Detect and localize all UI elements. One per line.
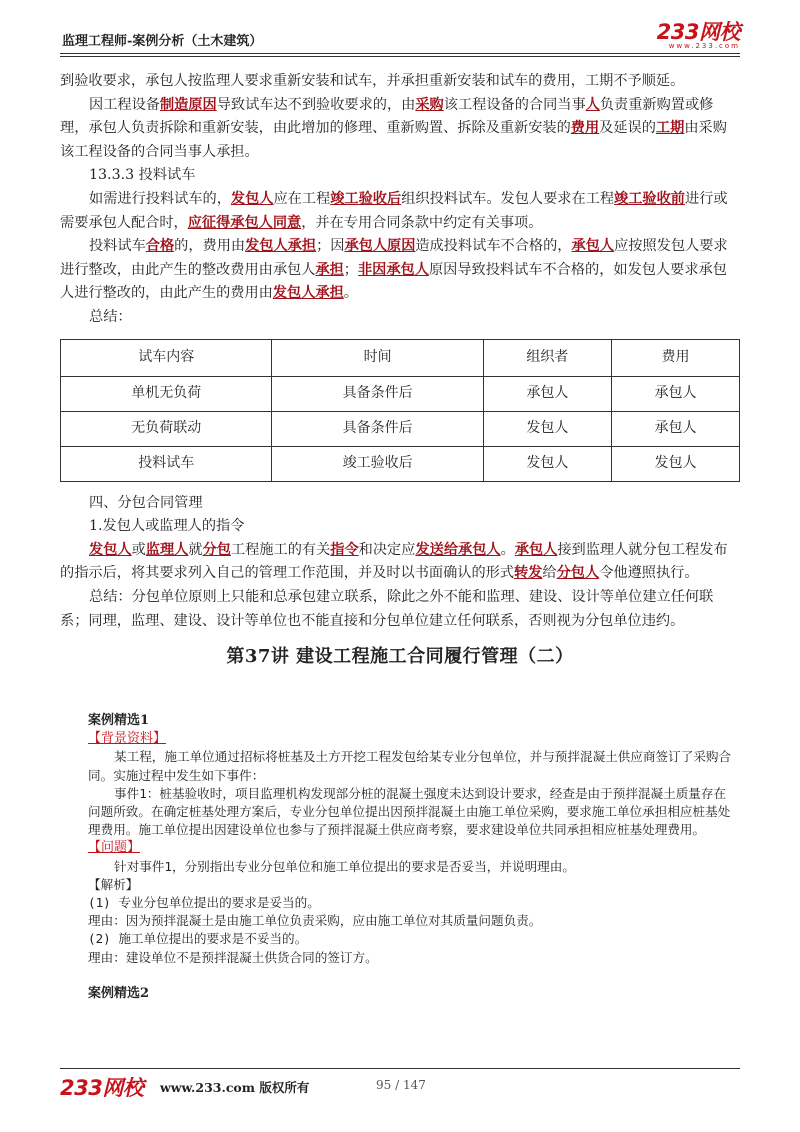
keyword: 指令 (330, 541, 359, 558)
paragraph-subcontract: 发包人或监理人就分包工程施工的有关指令和决定应发送给承包人。承包人接到监理人就分包工程发布的指示后，将其要求列入自己的管理工作范围，并及时以书面确认的形式转发给分包人令他遵照执行。 (60, 541, 728, 582)
case-title-2: 案例精选2 (88, 985, 150, 1001)
column-header: 组织者 (483, 339, 611, 376)
keyword: 制造原因 (159, 96, 217, 113)
keyword: 监理人 (145, 541, 189, 558)
keyword: 应征得承包人同意 (187, 214, 302, 231)
event-text: 事件1：桩基验收时，项目监理机构发现部分桩的混凝土强度未达到设计要求，经查是由于预拌混凝土质量存在问题所致。在确定桩基处理方案后，专业分包单位提出因预拌混凝土由施工单位采购，要求施工单位承担相应桩基处理费用。施工单位提出因建设单位也参与了预拌混凝土供应商考察，要求建设单位共同承担相应桩基处理费用。 (88, 785, 731, 838)
table-cell: 具备条件后 (272, 411, 483, 446)
column-header: 时间 (272, 339, 483, 376)
table-cell: 承包人 (483, 376, 611, 411)
question-tag: 【问题】 (88, 840, 141, 856)
paragraph-1: 到验收要求，承包人按监理人要求重新安装和试车，并承担重新安装和试车的费用，工期不予顺延。 (60, 73, 685, 89)
keyword: 工期 (655, 120, 685, 137)
table-cell: 无负荷联动 (61, 411, 272, 446)
answer-line: 理由：建设单位不是预拌混凝土供货合同的签订方。 (88, 949, 378, 965)
main-content (60, 70, 740, 683)
keyword: 发包人 (89, 541, 132, 558)
page-header (60, 22, 740, 52)
brand-logo (657, 22, 740, 50)
keyword: 承包人 (571, 238, 615, 255)
table-header-row (61, 339, 740, 376)
section-heading: 四、分包合同管理 (89, 494, 203, 511)
column-header: 试车内容 (61, 339, 272, 376)
keyword: 承担 (315, 261, 344, 278)
keyword: 发包人 (230, 190, 274, 207)
keyword: 发送给承包人 (415, 541, 501, 558)
keyword: 竣工验收后 (330, 190, 402, 207)
paragraph-2: 因工程设备制造原因导致试车达不到验收要求的，由采购该工程设备的合同当事人负责重新购置或修理，承包人负责拆除和重新安装，由此增加的修理、重新购置、拆除及重新安装的费用及延误的工期由采购该工程设备的合同当事人承担。 (60, 96, 727, 160)
keyword: 竣工验收前 (614, 190, 685, 207)
question-text: 针对事件1，分别指出专业分包单位和施工单位提出的要求是否妥当，并说明理由。 (114, 858, 575, 874)
table-cell: 投料试车 (61, 446, 272, 481)
keyword: 非因承包人 (357, 261, 429, 278)
footer-logo: 233网校 (60, 1076, 144, 1100)
logo-url: www.233.com (668, 42, 740, 50)
page-number: 95 / 147 (376, 1078, 426, 1092)
keyword: 转发 (514, 565, 543, 582)
summary-table (60, 339, 740, 482)
footer-copyright: www.233.com 版权所有 (160, 1080, 310, 1095)
keyword: 合格 (145, 238, 175, 255)
column-header: 费用 (611, 339, 739, 376)
background-text: 某工程，施工单位通过招标将桩基及土方开挖工程发包给某专业分包单位，并与预拌混凝土供应商签订了采购合同。实施过程中发生如下事件： (88, 749, 732, 783)
footer-divider (60, 1068, 740, 1069)
subsection-heading: 1.发包人或监理人的指令 (89, 518, 245, 535)
keyword: 人 (585, 96, 600, 113)
keyword: 分包人 (556, 565, 600, 582)
header-divider-thin (60, 56, 740, 57)
case-study-1 (88, 712, 738, 1003)
table-row (61, 411, 740, 446)
answer-line: 理由：因为预拌混凝土是由施工单位负责采购，应由施工单位对其质量问题负责。 (88, 913, 542, 929)
header-divider (60, 53, 740, 54)
table-row (61, 376, 740, 411)
header-title: 监理工程师-案例分析（土木建筑） (62, 34, 263, 49)
keyword: 发包人承担 (272, 285, 344, 302)
analysis-tag: 【解析】 (88, 876, 139, 892)
table-cell: 承包人 (611, 376, 739, 411)
subsection-heading: 13.3.3 投料试车 (89, 167, 196, 184)
table-cell: 单机无负荷 (61, 376, 272, 411)
paragraph-5: 投料试车合格的，费用由发包人承担；因承包人原因造成投料试车不合格的，承包人应按照发包人要求进行整改，由此产生的整改费用由承包人承担；非因承包人原因导致投料试车不合格的，如发包人要求承包人进行整改的，由此产生的费用由发包人承担。 (60, 238, 728, 302)
table-cell: 发包人 (611, 446, 739, 481)
keyword: 费用 (570, 120, 600, 137)
table-cell: 竣工验收后 (272, 446, 483, 481)
lecture-title: 第37讲 建设工程施工合同履行管理（二） (226, 646, 574, 668)
keyword: 采购 (415, 96, 444, 113)
table-row (61, 446, 740, 481)
table-cell: 承包人 (611, 411, 739, 446)
keyword: 承包人原因 (344, 238, 416, 255)
paragraph-4: 如需进行投料试车的，发包人应在工程竣工验收后组织投料试车。发包人要求在工程竣工验收前进行或需要承包人配合时，应征得承包人同意，并在专用合同条款中约定有关事项。 (60, 190, 728, 231)
answer-line: (2) 施工单位提出的要求是不妥当的。 (88, 931, 308, 947)
case-title: 案例精选1 (88, 713, 150, 728)
background-tag: 【背景资料】 (88, 731, 167, 747)
table-cell: 发包人 (483, 446, 611, 481)
table-cell: 发包人 (483, 411, 611, 446)
keyword: 分包 (202, 541, 231, 558)
paragraph-summary: 总结：分包单位原则上只能和总承包建立联系，除此之外不能和监理、建设、设计等单位建立任何联系；同理，监理、建设、设计等单位也不能直接和分包单位建立任何联系，否则视为分包单位违约。 (60, 588, 714, 629)
summary-label: 总结： (89, 308, 132, 325)
logo-text: 233网校 (656, 20, 740, 44)
table-cell: 具备条件后 (272, 376, 483, 411)
keyword: 承包人 (514, 541, 558, 558)
keyword: 发包人承担 (245, 238, 317, 255)
answer-line: (1) 专业分包单位提出的要求是妥当的。 (88, 895, 320, 911)
